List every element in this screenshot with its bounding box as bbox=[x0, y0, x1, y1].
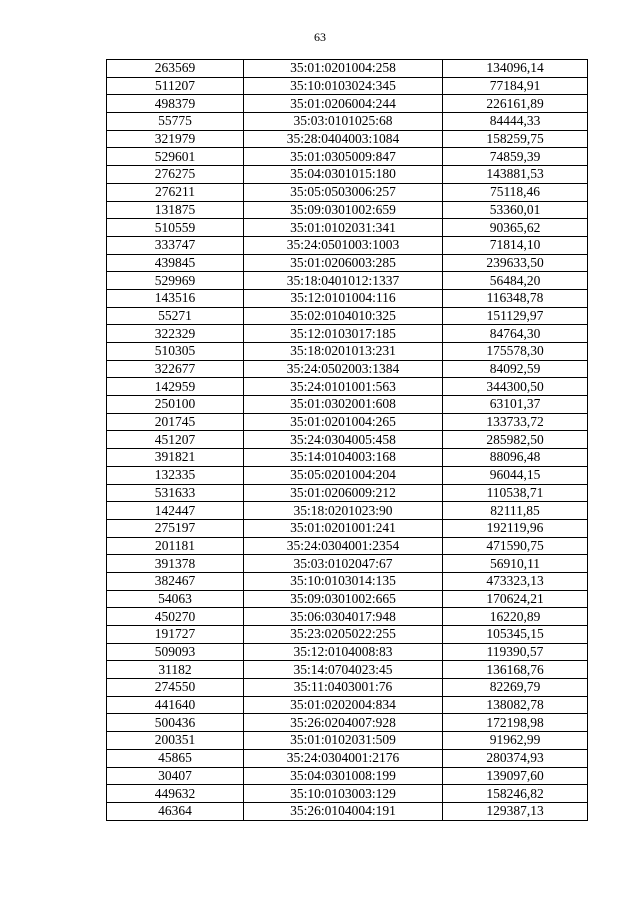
table-row bbox=[107, 749, 588, 767]
id-cell: 321979 bbox=[107, 130, 244, 148]
table-row bbox=[107, 537, 588, 555]
cadastral-number-cell: 35:01:0206009:212 bbox=[244, 484, 443, 502]
id-cell: 531633 bbox=[107, 484, 244, 502]
table-row bbox=[107, 148, 588, 166]
cadastral-number-cell: 35:24:0304005:458 bbox=[244, 431, 443, 449]
cadastral-number-cell: 35:01:0202004:834 bbox=[244, 696, 443, 714]
id-cell: 55271 bbox=[107, 307, 244, 325]
table-row bbox=[107, 325, 588, 343]
value-cell: 84444,33 bbox=[443, 113, 588, 131]
table-row bbox=[107, 608, 588, 626]
id-cell: 382467 bbox=[107, 572, 244, 590]
id-cell: 529969 bbox=[107, 272, 244, 290]
id-cell: 441640 bbox=[107, 696, 244, 714]
cadastral-number-cell: 35:01:0305009:847 bbox=[244, 148, 443, 166]
id-cell: 46364 bbox=[107, 802, 244, 820]
cadastral-number-cell: 35:12:0103017:185 bbox=[244, 325, 443, 343]
table-row bbox=[107, 696, 588, 714]
cadastral-number-cell: 35:01:0201004:258 bbox=[244, 60, 443, 78]
value-cell: 471590,75 bbox=[443, 537, 588, 555]
value-cell: 75118,46 bbox=[443, 183, 588, 201]
id-cell: 191727 bbox=[107, 626, 244, 644]
id-cell: 31182 bbox=[107, 661, 244, 679]
table-row bbox=[107, 254, 588, 272]
id-cell: 201181 bbox=[107, 537, 244, 555]
id-cell: 451207 bbox=[107, 431, 244, 449]
id-cell: 132335 bbox=[107, 466, 244, 484]
cadastral-number-cell: 35:12:0101004:116 bbox=[244, 289, 443, 307]
value-cell: 71814,10 bbox=[443, 236, 588, 254]
value-cell: 226161,89 bbox=[443, 95, 588, 113]
cadastral-number-cell: 35:23:0205022:255 bbox=[244, 626, 443, 644]
table-row bbox=[107, 679, 588, 697]
page-number: 63 bbox=[314, 30, 326, 44]
table-row bbox=[107, 413, 588, 431]
cadastral-number-cell: 35:24:0304001:2354 bbox=[244, 537, 443, 555]
id-cell: 143516 bbox=[107, 289, 244, 307]
value-cell: 119390,57 bbox=[443, 643, 588, 661]
value-cell: 53360,01 bbox=[443, 201, 588, 219]
cadastral-number-cell: 35:18:0201023:90 bbox=[244, 502, 443, 520]
value-cell: 129387,13 bbox=[443, 802, 588, 820]
table-row bbox=[107, 183, 588, 201]
table-row bbox=[107, 466, 588, 484]
value-cell: 88096,48 bbox=[443, 449, 588, 467]
cadastral-number-cell: 35:04:0301015:180 bbox=[244, 166, 443, 184]
id-cell: 276211 bbox=[107, 183, 244, 201]
value-cell: 77184,91 bbox=[443, 77, 588, 95]
value-cell: 280374,93 bbox=[443, 749, 588, 767]
value-cell: 96044,15 bbox=[443, 466, 588, 484]
table-row bbox=[107, 572, 588, 590]
table-row bbox=[107, 714, 588, 732]
value-cell: 136168,76 bbox=[443, 661, 588, 679]
table-row bbox=[107, 396, 588, 414]
cadastral-number-cell: 35:05:0201004:204 bbox=[244, 466, 443, 484]
id-cell: 322677 bbox=[107, 360, 244, 378]
value-cell: 84764,30 bbox=[443, 325, 588, 343]
id-cell: 333747 bbox=[107, 236, 244, 254]
value-cell: 151129,97 bbox=[443, 307, 588, 325]
value-cell: 344300,50 bbox=[443, 378, 588, 396]
value-cell: 105345,15 bbox=[443, 626, 588, 644]
value-cell: 170624,21 bbox=[443, 590, 588, 608]
value-cell: 158246,82 bbox=[443, 785, 588, 803]
id-cell: 45865 bbox=[107, 749, 244, 767]
cadastral-number-cell: 35:09:0301002:665 bbox=[244, 590, 443, 608]
id-cell: 498379 bbox=[107, 95, 244, 113]
value-cell: 133733,72 bbox=[443, 413, 588, 431]
table-row bbox=[107, 732, 588, 750]
id-cell: 500436 bbox=[107, 714, 244, 732]
cadastral-number-cell: 35:01:0201001:241 bbox=[244, 519, 443, 537]
id-cell: 55775 bbox=[107, 113, 244, 131]
cadastral-number-cell: 35:10:0103024:345 bbox=[244, 77, 443, 95]
table-row bbox=[107, 502, 588, 520]
id-cell: 201745 bbox=[107, 413, 244, 431]
cadastral-number-cell: 35:26:0104004:191 bbox=[244, 802, 443, 820]
cadastral-number-cell: 35:01:0201004:265 bbox=[244, 413, 443, 431]
id-cell: 131875 bbox=[107, 201, 244, 219]
value-cell: 143881,53 bbox=[443, 166, 588, 184]
id-cell: 274550 bbox=[107, 679, 244, 697]
cadastral-number-cell: 35:01:0302001:608 bbox=[244, 396, 443, 414]
id-cell: 450270 bbox=[107, 608, 244, 626]
value-cell: 82269,79 bbox=[443, 679, 588, 697]
cadastral-number-cell: 35:24:0101001:563 bbox=[244, 378, 443, 396]
id-cell: 54063 bbox=[107, 590, 244, 608]
cadastral-number-cell: 35:01:0206003:285 bbox=[244, 254, 443, 272]
table-row bbox=[107, 77, 588, 95]
table-row bbox=[107, 60, 588, 78]
id-cell: 391821 bbox=[107, 449, 244, 467]
id-cell: 30407 bbox=[107, 767, 244, 785]
cadastral-number-cell: 35:02:0104010:325 bbox=[244, 307, 443, 325]
table-row bbox=[107, 661, 588, 679]
id-cell: 142447 bbox=[107, 502, 244, 520]
value-cell: 239633,50 bbox=[443, 254, 588, 272]
table-row bbox=[107, 643, 588, 661]
id-cell: 322329 bbox=[107, 325, 244, 343]
cadastral-number-cell: 35:14:0104003:168 bbox=[244, 449, 443, 467]
value-cell: 56484,20 bbox=[443, 272, 588, 290]
table-row bbox=[107, 626, 588, 644]
table-row bbox=[107, 767, 588, 785]
table-row bbox=[107, 236, 588, 254]
value-cell: 110538,71 bbox=[443, 484, 588, 502]
value-cell: 138082,78 bbox=[443, 696, 588, 714]
cadastral-number-cell: 35:06:0304017:948 bbox=[244, 608, 443, 626]
table-row bbox=[107, 166, 588, 184]
table-row bbox=[107, 95, 588, 113]
table-row bbox=[107, 360, 588, 378]
value-cell: 84092,59 bbox=[443, 360, 588, 378]
id-cell: 511207 bbox=[107, 77, 244, 95]
value-cell: 285982,50 bbox=[443, 431, 588, 449]
value-cell: 134096,14 bbox=[443, 60, 588, 78]
table-row bbox=[107, 130, 588, 148]
value-cell: 16220,89 bbox=[443, 608, 588, 626]
value-cell: 158259,75 bbox=[443, 130, 588, 148]
cadastral-number-cell: 35:12:0104008:83 bbox=[244, 643, 443, 661]
value-cell: 473323,13 bbox=[443, 572, 588, 590]
id-cell: 510559 bbox=[107, 219, 244, 237]
id-cell: 275197 bbox=[107, 519, 244, 537]
table-row bbox=[107, 289, 588, 307]
value-cell: 172198,98 bbox=[443, 714, 588, 732]
cadastral-number-cell: 35:26:0204007:928 bbox=[244, 714, 443, 732]
id-cell: 449632 bbox=[107, 785, 244, 803]
table-row bbox=[107, 484, 588, 502]
cadastral-number-cell: 35:01:0102031:509 bbox=[244, 732, 443, 750]
id-cell: 200351 bbox=[107, 732, 244, 750]
table-row bbox=[107, 343, 588, 361]
table-row bbox=[107, 307, 588, 325]
cadastral-number-cell: 35:24:0501003:1003 bbox=[244, 236, 443, 254]
cadastral-number-cell: 35:10:0103014:135 bbox=[244, 572, 443, 590]
cadastral-number-cell: 35:09:0301002:659 bbox=[244, 201, 443, 219]
id-cell: 276275 bbox=[107, 166, 244, 184]
cadastral-number-cell: 35:18:0401012:1337 bbox=[244, 272, 443, 290]
id-cell: 142959 bbox=[107, 378, 244, 396]
table-row bbox=[107, 590, 588, 608]
cadastral-number-cell: 35:05:0503006:257 bbox=[244, 183, 443, 201]
id-cell: 391378 bbox=[107, 555, 244, 573]
cadastral-number-cell: 35:14:0704023:45 bbox=[244, 661, 443, 679]
cadastral-number-cell: 35:24:0304001:2176 bbox=[244, 749, 443, 767]
table-row bbox=[107, 201, 588, 219]
value-cell: 116348,78 bbox=[443, 289, 588, 307]
table-row bbox=[107, 555, 588, 573]
value-cell: 175578,30 bbox=[443, 343, 588, 361]
cadastral-number-cell: 35:24:0502003:1384 bbox=[244, 360, 443, 378]
id-cell: 509093 bbox=[107, 643, 244, 661]
table-body bbox=[107, 60, 588, 821]
cadastral-number-cell: 35:01:0102031:341 bbox=[244, 219, 443, 237]
id-cell: 510305 bbox=[107, 343, 244, 361]
table-row bbox=[107, 113, 588, 131]
id-cell: 529601 bbox=[107, 148, 244, 166]
cadastral-number-cell: 35:28:0404003:1084 bbox=[244, 130, 443, 148]
cadastral-number-cell: 35:03:0102047:67 bbox=[244, 555, 443, 573]
id-cell: 263569 bbox=[107, 60, 244, 78]
cadastral-number-cell: 35:11:0403001:76 bbox=[244, 679, 443, 697]
id-cell: 439845 bbox=[107, 254, 244, 272]
cadastral-number-cell: 35:03:0101025:68 bbox=[244, 113, 443, 131]
cadastral-number-cell: 35:04:0301008:199 bbox=[244, 767, 443, 785]
table-row bbox=[107, 431, 588, 449]
table-row bbox=[107, 449, 588, 467]
value-cell: 74859,39 bbox=[443, 148, 588, 166]
value-cell: 90365,62 bbox=[443, 219, 588, 237]
table-row bbox=[107, 219, 588, 237]
value-cell: 139097,60 bbox=[443, 767, 588, 785]
cadastral-number-cell: 35:01:0206004:244 bbox=[244, 95, 443, 113]
cadastral-number-cell: 35:18:0201013:231 bbox=[244, 343, 443, 361]
value-cell: 192119,96 bbox=[443, 519, 588, 537]
table-row bbox=[107, 519, 588, 537]
value-cell: 82111,85 bbox=[443, 502, 588, 520]
table-row bbox=[107, 272, 588, 290]
value-cell: 56910,11 bbox=[443, 555, 588, 573]
table-row bbox=[107, 785, 588, 803]
data-table bbox=[106, 59, 588, 821]
value-cell: 91962,99 bbox=[443, 732, 588, 750]
table-row bbox=[107, 378, 588, 396]
id-cell: 250100 bbox=[107, 396, 244, 414]
cadastral-number-cell: 35:10:0103003:129 bbox=[244, 785, 443, 803]
table-row bbox=[107, 802, 588, 820]
value-cell: 63101,37 bbox=[443, 396, 588, 414]
